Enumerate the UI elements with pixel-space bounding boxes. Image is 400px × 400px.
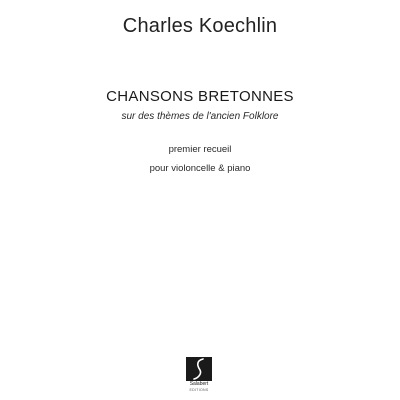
publisher-name bbox=[180, 382, 218, 393]
publisher-tagline: EDITIONS bbox=[189, 387, 209, 392]
salabert-logo-icon bbox=[186, 357, 212, 381]
instrumentation-label: pour violoncelle & piano bbox=[149, 163, 251, 174]
publisher-name-text: Salabert bbox=[189, 381, 209, 387]
publisher-logo bbox=[186, 357, 212, 391]
composer-name: Charles Koechlin bbox=[122, 15, 278, 37]
work-title: CHANSONS BRETONNES bbox=[106, 88, 294, 105]
collection-label: premier recueil bbox=[168, 144, 232, 155]
work-subtitle: sur des thèmes de l'ancien Folklore bbox=[121, 111, 279, 122]
